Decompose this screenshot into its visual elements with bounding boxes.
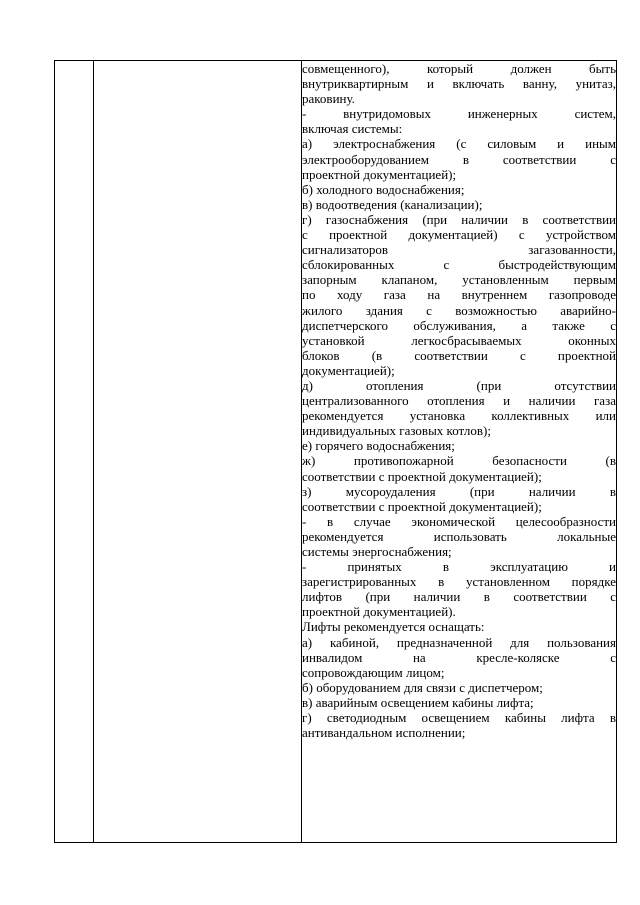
- text-line: запорным клапаном, установленным первым: [302, 272, 616, 288]
- text-line: диспетчерского обслуживания, а также с: [302, 317, 616, 333]
- document-table: [54, 60, 617, 843]
- text-line: г) светодиодным освещением кабины лифта в: [302, 710, 616, 726]
- text-line: с проектной документацией) с устройством: [302, 227, 616, 243]
- text-line: рекомендуется использовать локальные: [302, 528, 616, 544]
- text-line: внутриквартирным и включать ванну, унитаз,: [302, 76, 616, 92]
- text-line: электрооборудованием в соответствии с: [302, 151, 616, 167]
- table-row: [55, 61, 617, 843]
- text-line: инвалидом на кресле-коляске с: [302, 649, 616, 665]
- text-line: системы энергоснабжения;: [302, 544, 452, 559]
- text-line: лифтов (при наличии в соответствии с: [302, 589, 616, 605]
- text-line: рекомендуется установка коллективных или: [302, 408, 616, 424]
- text-line: соответствии с проектной документацией);: [302, 498, 542, 514]
- text-line: по ходу газа на внутреннем газопроводе: [302, 287, 616, 303]
- text-line: документацией);: [302, 362, 395, 378]
- number-cell: [55, 61, 94, 843]
- text-line: соответствии с проектной документацией);: [302, 468, 542, 484]
- text-line: Лифты рекомендуется оснащать:: [302, 619, 485, 635]
- text-line: проектной документацией).: [302, 604, 456, 620]
- text-line: зарегистрированных в установленном порядке: [302, 574, 616, 590]
- text-line: антивандальном исполнении;: [302, 725, 466, 741]
- text-line: з) мусороудаления (при наличии в: [302, 483, 616, 499]
- text-line: сопровождающим лицом;: [302, 664, 445, 680]
- text-line: индивидуальных газовых котлов);: [302, 423, 491, 439]
- requirements-cell: [302, 61, 617, 843]
- text-line: раковину.: [302, 91, 355, 107]
- text-line: а) кабиной, предназначенной для пользования: [302, 634, 616, 650]
- text-line: установкой легкосбрасываемых оконных: [302, 332, 616, 348]
- text-line: блоков (в соответствии с проектной: [302, 347, 616, 363]
- text-line: жилого здания с возможностью аварийно-: [302, 302, 616, 318]
- text-line: б) оборудованием для связи с диспетчером;: [302, 679, 543, 695]
- text-line: совмещенного), который должен быть: [302, 61, 616, 76]
- text-line: - в случае экономической целесообразности: [302, 513, 616, 529]
- text-line: в) водоотведения (канализации);: [302, 196, 483, 212]
- text-line: сблокированных с быстродействующим: [302, 257, 616, 273]
- text-line: б) холодного водоснабжения;: [302, 181, 465, 197]
- text-line: в) аварийным освещением кабины лифта;: [302, 694, 534, 710]
- text-line: д) отопления (при отсутствии: [302, 377, 616, 393]
- text-line: проектной документацией);: [302, 166, 457, 182]
- text-line: ж) противопожарной безопасности (в: [302, 453, 616, 469]
- text-line: включая системы:: [302, 121, 403, 137]
- text-line: централизованного отопления и наличии газа: [302, 393, 616, 409]
- text-line: е) горячего водоснабжения;: [302, 438, 455, 454]
- text-line: - внутридомовых инженерных систем,: [302, 106, 616, 122]
- text-line: сигнализаторов загазованности,: [302, 242, 616, 258]
- text-line: - принятых в эксплуатацию и: [302, 559, 616, 575]
- text-line: г) газоснабжения (при наличии в соответствии: [302, 211, 616, 227]
- text-line: а) электроснабжения (с силовым и иным: [302, 136, 616, 152]
- name-cell: [94, 61, 302, 843]
